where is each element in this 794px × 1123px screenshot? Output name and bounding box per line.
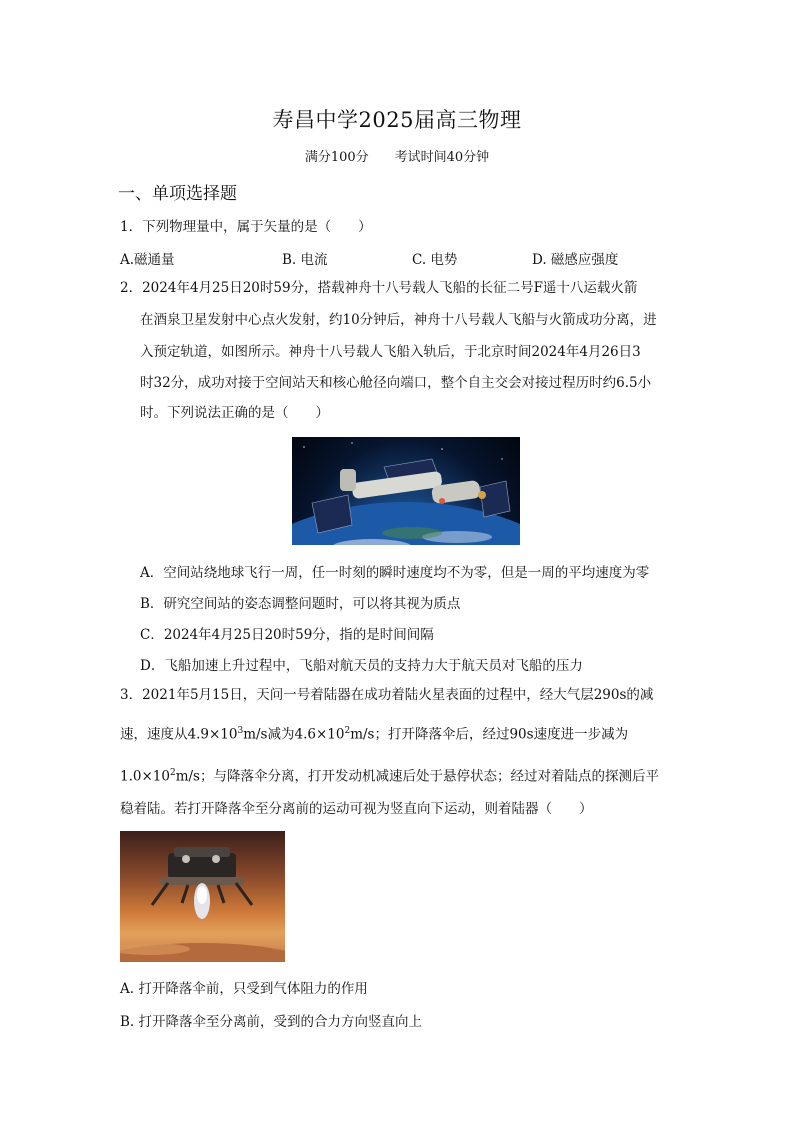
q1-option-b: B. 电流 bbox=[282, 252, 328, 268]
question-2-line-1: 2．2024年4月25日20时59分，搭载神舟十八号载人飞船的长征二号F遥十八运载火箭 bbox=[120, 280, 638, 296]
q3-exponent-2: 2 bbox=[344, 726, 351, 736]
q3-speed-text-2: m/s减为4.6×10 bbox=[243, 726, 345, 743]
q2-option-a: A．空间站绕地球飞行一周，任一时刻的瞬时速度均不为零，但是一周的平均速度为零 bbox=[140, 565, 650, 581]
question-3-line-1: 3．2021年5月15日，天问一号着陆器在成功着陆火星表面的过程中，经大气层290s的减 bbox=[120, 687, 654, 703]
q3-option-a: A. 打开降落伞前，只受到气体阻力的作用 bbox=[120, 981, 368, 997]
question-2-line-4: 时32分，成功对接于空间站天和核心舱径向端口，整个自主交会对接过程历时约6.5小 bbox=[140, 375, 652, 391]
q2-option-c: C．2024年4月25日20时59分，指的是时间间隔 bbox=[140, 627, 434, 643]
q3-speed-text-1: 速，速度从4.9×10 bbox=[120, 726, 238, 743]
question-1-stem: 1．下列物理量中，属于矢量的是（ ） bbox=[120, 219, 372, 235]
question-3-line-4: 稳着陆。若打开降落伞至分离前的运动可视为竖直向下运动，则着陆器（ ） bbox=[120, 801, 593, 817]
question-3-line-3 bbox=[120, 763, 659, 787]
full-score: 满分100分 bbox=[304, 150, 369, 165]
exam-title: 寿昌中学2025届高三物理 bbox=[272, 108, 522, 132]
question-2-line-5: 时。下列说法正确的是（ ） bbox=[140, 405, 329, 421]
question-3-line-2 bbox=[120, 721, 628, 745]
question-2-line-3: 入预定轨道，如图所示。神舟十八号载人飞船入轨后，于北京时间2024年4月26日3 bbox=[140, 344, 641, 360]
q2-option-b: B．研究空间站的姿态调整问题时，可以将其视为质点 bbox=[140, 596, 461, 612]
question-2-line-2: 在酒泉卫星发射中心点火发射，约10分钟后，神舟十八号载人飞船与火箭成功分离，进 bbox=[140, 312, 657, 328]
q1-option-c: C. 电势 bbox=[412, 252, 458, 268]
q2-option-d: D．飞船加速上升过程中，飞船对航天员的支持力大于航天员对飞船的压力 bbox=[140, 658, 583, 674]
exam-info bbox=[0, 146, 794, 165]
exam-duration: 考试时间40分钟 bbox=[394, 150, 490, 165]
q3-option-b: B. 打开降落伞至分离前，受到的合力方向竖直向上 bbox=[120, 1014, 423, 1030]
q3-speed-text-4: 1.0×10 bbox=[120, 768, 170, 785]
space-station-photo bbox=[292, 437, 520, 545]
section-heading: 一、单项选择题 bbox=[118, 184, 237, 204]
q3-speed-text-3: m/s；打开降落伞后，经过90s速度进一步减为 bbox=[350, 726, 629, 743]
q3-speed-text-5: m/s；与降落伞分离，打开发动机减速后处于悬停状态；经过对着陆点的探测后平 bbox=[175, 768, 659, 785]
mars-lander-photo bbox=[120, 831, 285, 962]
q3-exponent-3: 2 bbox=[169, 768, 176, 778]
q3-exponent-1: 3 bbox=[237, 726, 244, 736]
q1-option-a: A.磁通量 bbox=[120, 252, 175, 268]
q1-option-d: D. 磁感应强度 bbox=[532, 252, 619, 268]
